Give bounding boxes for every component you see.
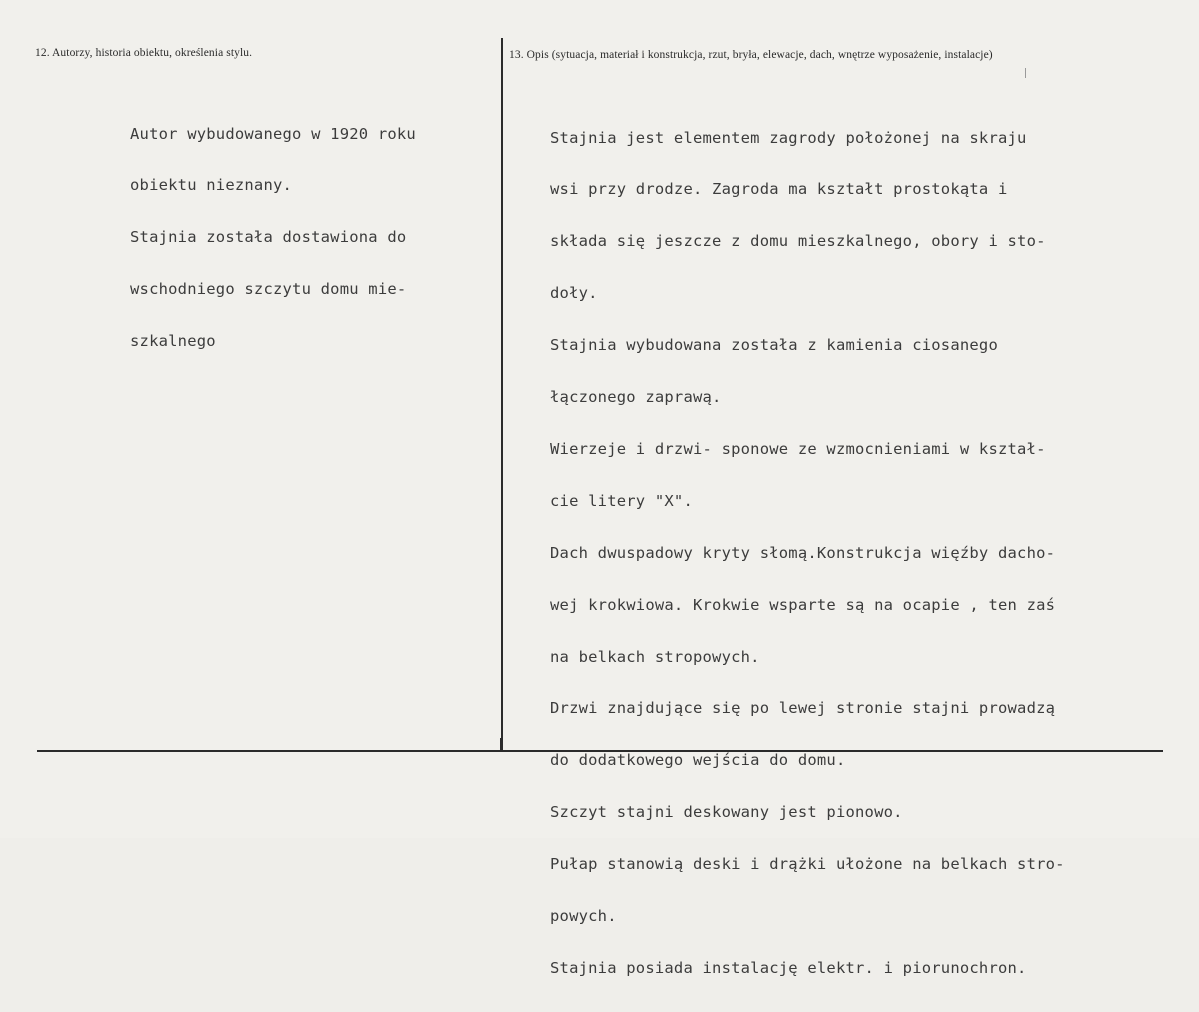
typed-line: powych. xyxy=(550,906,617,925)
section-13-heading: 13. Opis (sytuacja, materiał i konstrukcja, rzut, bryła, elewacje, dach, wnętrze wyposażenie, instalacje) xyxy=(509,49,993,61)
typed-line: Dach dwuspadowy kryty słomą.Konstrukcja więźby dacho- xyxy=(550,543,1056,562)
typed-line: do dodatkowego wejścia do domu. xyxy=(550,751,846,770)
typed-line: Wierzeje i drzwi- sponowe ze wzmocnieniami w kształ- xyxy=(550,439,1046,458)
typed-line: szkalnego xyxy=(130,332,216,351)
typed-line: Pułap stanowią deski i drążki ułożone na belkach stro- xyxy=(550,855,1065,874)
typed-line: Stajnia jest elementem zagrody położonej na skraju xyxy=(550,128,1027,147)
typed-line: Stajnia posiada instalację elektr. i piorunochron. xyxy=(550,958,1027,977)
typed-line: wej krokwiowa. Krokwie wsparte są na ocapie , ten zaś xyxy=(550,595,1056,614)
typed-line: wschodniego szczytu domu mie- xyxy=(130,280,407,299)
typed-line: wsi przy drodze. Zagroda ma kształt prostokąta i xyxy=(550,180,1008,199)
typed-line: składa się jeszcze z domu mieszkalnego, obory i sto- xyxy=(550,232,1046,251)
section-12-heading: 12. Autorzy, historia obiektu, określenia stylu. xyxy=(35,47,253,59)
typed-line: na belkach stropowych. xyxy=(550,647,760,666)
typed-line: obiektu nieznany. xyxy=(130,176,293,195)
section-12-typed-text xyxy=(130,91,416,385)
typed-line: doły. xyxy=(550,284,598,303)
section-13-typed-text xyxy=(550,95,1065,1012)
typed-line: Szczyt stajni deskowany jest pionowo. xyxy=(550,803,903,822)
typed-line: Drzwi znajdujące się po lewej stronie stajni prowadzą xyxy=(550,699,1056,718)
typed-line: Autor wybudowanego w 1920 roku xyxy=(130,124,416,143)
typed-line: Stajnia wybudowana została z kamienia ciosanego xyxy=(550,336,998,355)
pencil-mark xyxy=(1025,68,1026,78)
column-divider xyxy=(501,38,503,751)
typed-line: łączonego zaprawą. xyxy=(550,388,722,407)
typed-line: Stajnia została dostawiona do xyxy=(130,228,407,247)
typed-line: cie litery "X". xyxy=(550,491,693,510)
